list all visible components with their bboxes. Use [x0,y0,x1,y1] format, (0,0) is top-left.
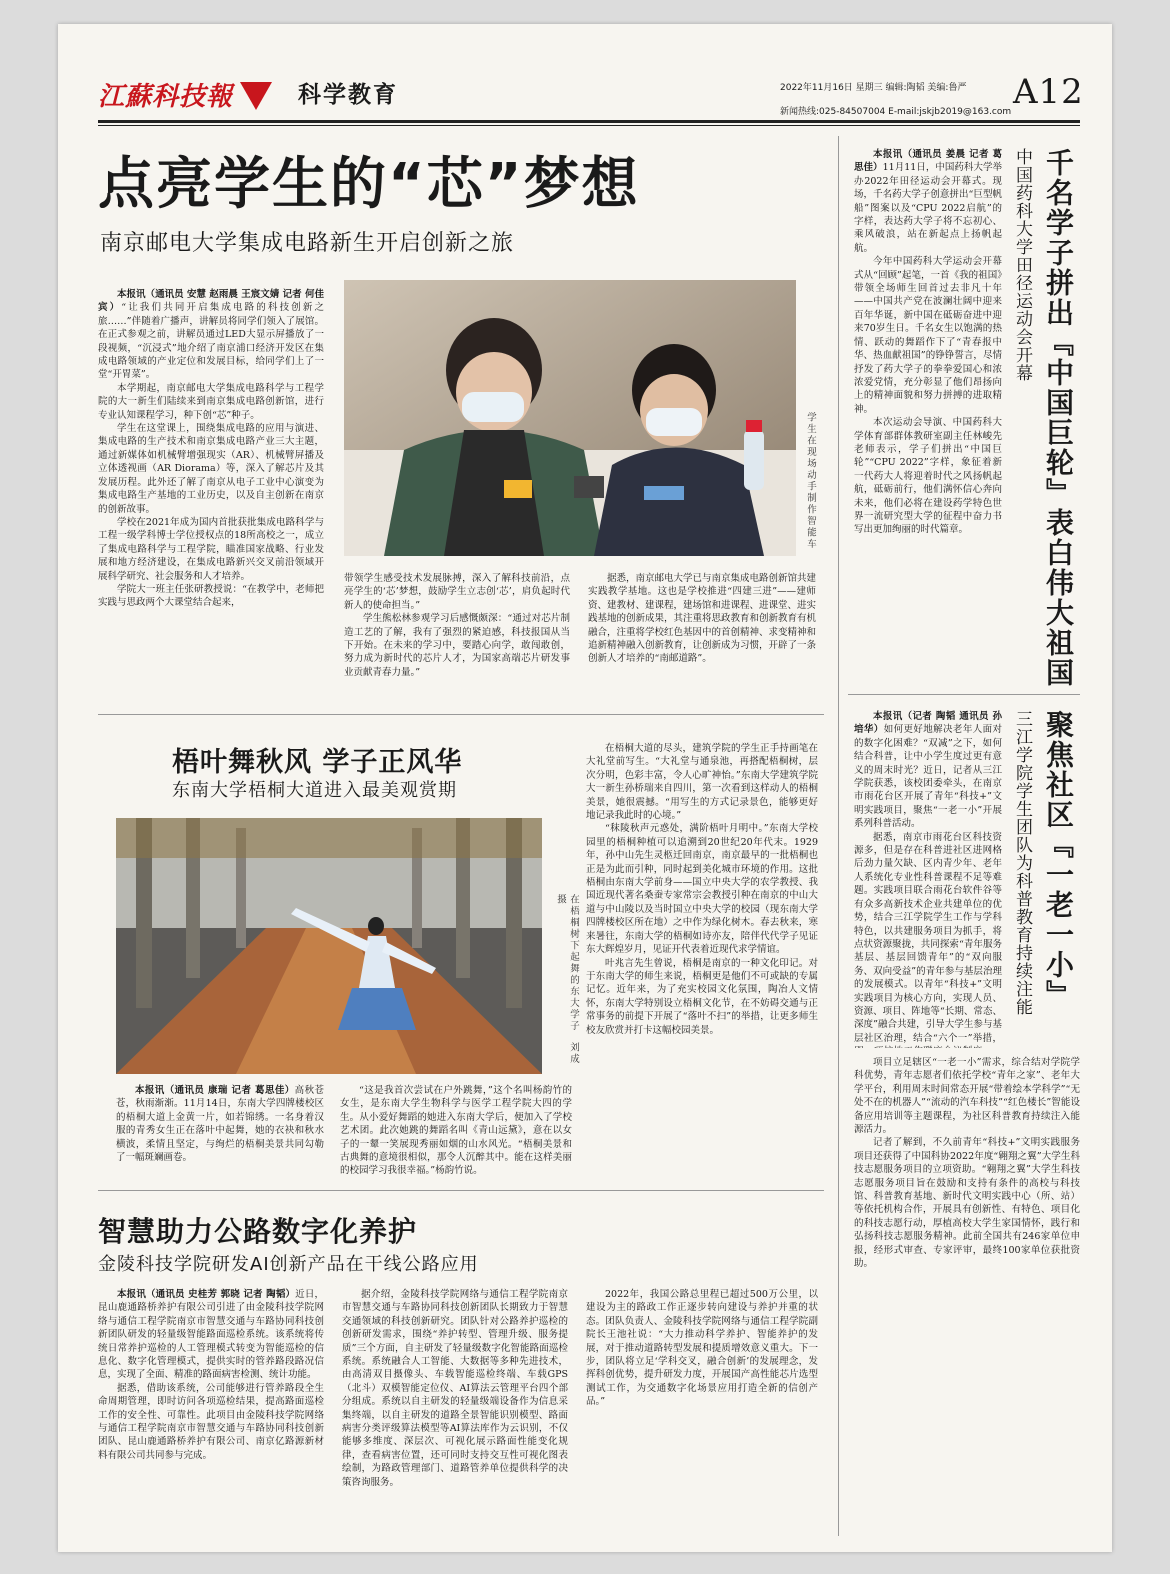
article3-col2: 据介绍，金陵科技学院网络与通信工程学院南京市智慧交通与车路协同科技创新团队长期致力于智慧交通领域的科技创新研究。团队针对公路养护巡检的创新研发需求，围绕“养护转型、管理升级、服务提质”三个方面，自主研发了轻量级数字化智能路面巡检系统。系统融合人工智能、大数据等多种先进技术，由高清双目摄像头、车载智能巡检终端、车载GPS（北斗）双模智能定位仪、AI算法云管理平台四个部分组成。系统以自主研发的轻量级端设备作为信息采集终端，以自主研发的道路全景智能识别模型、路面病害分类评级算法模型等AI算法库作为云识别，不仅能够多维度、深层次、可视化展示路面性能变化规律，查看病害位置，还可同时支持交互性可视化图表绘制，为路政管理部门、道路管养单位提供科学的决策咨询服务。 [342,1289,568,1488]
article2-col1: 本报讯（通讯员 康瑞 记者 葛思佳）高秋苍苍，秋雨渐渐。11月14日，东南大学四牌楼校区的梧桐大道上金黄一片，如若锦绣。一名身着汉服的青秀女生正在落叶中起舞，她的衣袂和秋水横波，柔情且坚定，与绚烂的梧桐美景共同勾勒了一幅斑斓画卷。 [116,1085,324,1164]
sidebar1-byline: 本报讯（通讯员 姜晨 记者 葛思佳） [854,149,1002,174]
article1-photo [344,280,796,556]
divider [848,694,1080,695]
divider [98,1190,824,1191]
article3-col1: 本报讯（通讯员 史桂芳 郭晓 记者 陶韬）近日，昆山鹿通路桥养护有限公司引进了由金陵科技学院网络与通信工程学院南京市智慧交通与车路协同科技创新团队研发的轻量级智能路面巡检系统。该系统将传统日常养护巡检的人工管理模式转变为智能巡检的信息化、数字化管理模式，提供实时的管养路段路况信息，实现了全面、精准的路面病害检测、统计功能。 据悉，借助该系统，公司能够进行管养路段全生命周期管理，即时访问各项巡检结果，提高路面巡检工作的安全性、可靠性。此项目由金陵科技学院网络与通信工程学院南京市智慧交通与车路协同科技创新团队、昆山鹿通路桥养护有限公司、南京亿路源新材料有限公司共同参与完成。 [98,1289,324,1461]
article2-subheadline: 东南大学梧桐大道进入最美观赏期 [172,780,457,801]
divider [98,714,824,715]
article1-col2: 带领学生感受技术发展脉搏，深入了解科技前沿，点亮学生的‘芯’梦想，鼓励学生立志创‘芯’，肩负起时代新人的使命担当。” 学生熊松林参观学习后感慨颇深：“通过对芯片制造工艺的了解，我有了强烈的紧迫感，科技报国从当下开始。在未来的学习中，要踏心向学，敢闯敢创，努力成为新时代的芯片人才，为国家高端芯片研发事业贡献青春力量。” [344,573,570,678]
article3-subheadline: 金陵科技学院研发AI创新产品在干线公路应用 [98,1254,479,1275]
logo-triangle-icon [240,82,272,110]
newspaper-page [58,24,1112,1552]
article2-photo [116,818,542,1074]
article1-col1: 本报讯（通讯员 安慧 赵雨晨 王宸文婧 记者 何佳宾）“让我们共同开启集成电路的科技创新之旅……”伴随着广播声，讲解员将同学们领入了展馆。在正式参观之前，讲解员通过LED大显示屏播放了一段视频，“沉浸式”地介绍了南京浦口经济开发区在集成电路领域的产业定位和发展目标，给同学们上了一堂“开胃菜”。 本学期起，南京邮电大学集成电路科学与工程学院的大一新生们陆续来到南京集成电路创新馆，进行专业认知课程学习，种下创“芯”种子。 学生在这堂课上，围绕集成电路的应用与演进、集成电路的生产技术和南京集成电路产业三大主题，通过新媒体如机械臂增强现实（AR）、机械臂屏播及立体透视画（AR Diorama）等，深入了解芯片及其发展历程。此外还了解了南京从电子工业中心演变为集成电路生产基地的工业历史，以及自主创新在南京的创新故事。 学校在2021年成为国内首批获批集成电路科学与工程一级学科博士学位授权点的18所高校之一，成立了集成电路科学与工程学院，瞄准国家战略、行业发展和地方经济建设，在集成电路新兴交叉前沿领域开展科学研究、社会服务和人才培养。 学院大一班主任张研教授说：“在教学中，老师把实践与思政两个大课堂结合起来， [98,289,324,609]
masthead-rule [98,120,1080,123]
masthead-rule-thin [98,125,1080,126]
sidebar2-body-upper: 本报讯（记者 陶韬 通讯员 孙培华）如何更好地解决老年人面对的数字化困难？“双减”之下，如何结合科普，让中小学生度过更有意义的周末时光？近日，记者从三江学院获悉，该校团委牵头，在南京市雨花台区开展了青年“科技+”文明实践项目，聚焦“一老一小”开展系列科普活动。 据悉，南京市雨花台区科技资源多，但是存在科普进社区进网格后劲力量欠缺、区内青少年、老年人系统化专业性科普课程不足等难题。实践项目联合雨花台软件谷等有众多高新技术企业共建单位的优势，结合三江学院学生工作与学科特色，以共建服务项目为抓手，将点状资源聚拢，共同探索“青年服务基层、基层回馈青年”的“双向服务、双向受益”的青年参与基层治理的发展模式。以青年“科技+”文明实践项目为核心方向，实现人员、资源、项目、阵地等“长期、常态、深度”融合共建，引导大学生参与基层社区治理，结合“六个一”举措， [854,711,1002,1044]
article1-col3: 据悉，南京邮电大学已与南京集成电路创新馆共建实践教学基地。这也是学校推进“四建三进”——建师资、建教材、建课程，建场馆和进课程、进课堂、进实践基地的创新成果，其注重将思政教育和创新教育有机融合，注重将学校红色基因中的首创精神、求变精神和追新精神融入创新教育，让创新成为习惯，开辟了一条创新人才培养的“南邮道路”。 [588,573,816,665]
sidebar2-title: 聚焦社区『一老一小』 [1042,710,1075,1010]
sidebar1-subtitle: 中国药科大学田径运动会开幕 [1012,148,1032,382]
page-number: A12 [1013,72,1084,112]
article2-photo-caption: 在梧桐树下起舞的东大学子 刘成 摄 [555,894,579,1066]
sidebar2-body-lower: 项目立足辖区“一老一小”需求，综合结对学院学科优势，青年志愿者们依托学校“青年之家”、老年大学平台，利用周末时间常态开展“带着绘本学科学”“无处不在的机器人”“流动的汽车科技”“红色楼长”智能设备应用培训等主题课程，为社区科普教育持续注入能源活力。 记者了解到，不久前青年“科技+”文明实践服务项目还获得了中国科协2022年度“翱翔之翼”大学生科技志愿服务项目的立项资助。“翱翔之翼”大学生科技志愿服务项目旨在鼓励和支持有条件的高校与科技馆、科普教育基地、新时代文明实践中心（所、站）等依托机构合作，开展具有创新性、有特色、项目化的科技志愿行动，厚植高校大学生家国情怀，践行和弘扬科技志愿服务精神。此前全国共有246家单位申报，经形式审查、专家评审，最终100家单位获批资助。 [854,1057,1080,1270]
article1-photo-caption: 学生在现场动手制作智能车 [805,412,816,550]
article2-byline: 本报讯（通讯员 康瑞 记者 葛思佳） [135,1085,295,1096]
sidebar2-byline: 本报讯（记者 陶韬 通讯员 孙培华） [854,711,1002,736]
article3-col3: 2022年，我国公路总里程已超过500万公里，以建设为主的路政工作正逐步转向建设与养护并重的状态。团队负责人、金陵科技学院网络与通信工程学院副院长王池社说：“大力推动科学养护、智能养护的发展，对于推动道路转型发展和提质增效意义重大。下一步，团队将立足‘学科交叉，融合创新’的发展理念，发挥科创优势，提升研发力度，开展国产高性能芯片选型测试工作，为交通数字化场景应用打造全新的信创产品。” [586,1289,818,1408]
article2-headline: 梧叶舞秋风 学子正风华 [172,747,463,778]
article2-col3: 在梧桐大道的尽头，建筑学院的学生正手持画笔在大礼堂前写生。“大礼堂与通泉池，再搭配梧桐树，层次分明，色彩丰富，令人心旷神怡。”东南大学建筑学院大一新生孙桥瑞来自四川，第一次看到这样动人的梧桐美景，她很震撼。“用写生的方式记录景色，能够更好地记录我此时的心境。” “秣陵秋声元惑处，满阶梧叶月明中。”东南大学校园里的梧桐种植可以追溯到20世纪20年代末。1929年，孙中山先生灵柩迁回南京，南京最早的一批梧桐也正是为此而引种，同时起到美化城市环境的作用。这批梧桐由东南大学前身——国立中央大学的农学教授、我国近现代著名桑蚕专家常宗会教授引种在南京的中山大道与中山陵以及当时国立中央大学的校园（现东南大学四牌楼校区所在地）之中作为绿化树木。春去秋来，寒来暑往，东南大学的梧桐如诗亦友，陪伴代代学子见证东大辉煌岁月，见证开代表着近现代求学情谊。 叶兆言先生曾说，梧桐是南京的一种文化印记。对于东南大学的师生来说，梧桐更是他们不可或缺的专属记忆。近年来，为了充实校园文化氛围，陶冶人文情怀，东南大学特别设立梧桐文化节，在不妨碍交通与正常事务的前提下开展了“落叶不扫”的举措，让更多师生校友欣赏并打卡这幅校园美景。 [586,743,818,1036]
sidebar2-subtitle: 三江学院学生团队为科普教育持续注能 [1012,710,1032,1016]
sidebar1-body: 本报讯（通讯员 姜晨 记者 葛思佳）11月11日，中国药科大学举办2022年田径运动会开幕式。现场，千名药大学子创意拼出“巨型帆船”图案以及“CPU 2022启航”的字样，表达药大学子将不忘初心、乘风破浪，站在新起点上扬帆起航。 今年中国药科大学运动会开幕式从“回顾”起笔，一首《我的祖国》带领全场师生回首过去非凡十年——中国共产党在波澜壮阔中迎来百年华诞，新中国在砥砺奋进中迎来70岁生日。千名女生以饱满的热情、跃动的舞蹈作下了“青春报中华、热血献祖国”的铮铮誓言，尽情抒发了药大学子的拳拳爱国心和浓浓爱党情，充分彰显了他们昂扬向上的精神面貌和努力拼搏的进取精神。 本次运动会导演、中国药科大学体育部群体教研室副主任林峻先老师表示，学子们拼出“中国巨轮”“CPU 2022”字样，象征着新一代药大人将迎着时代之风扬帆起航，砥砺前行，他们满怀信心奔向未来，他们必将在建设药学特色世界一流研究型大学的征程中奋力书写出更加绚丽的时代篇章。 [854,149,1002,536]
article3-headline: 智慧助力公路数字化养护 [98,1215,418,1248]
article3-byline: 本报讯（通讯员 史桂芳 郭晓 记者 陶韬） [117,1289,296,1300]
sidebar1-title: 千名学子拼出『中国巨轮』表白伟大祖国 [1042,148,1075,688]
hotline: 新闻热线:025-84507004 E-mail:jskjb2019@163.com [780,107,1012,117]
column-divider [838,136,839,1536]
article2-col2: “这是我首次尝试在户外跳舞，”这个名叫杨韵竹的女生，是东南大学生物科学与医学工程学院大四的学生。从小爱好舞蹈的她进入东南大学后，便加入了学校艺术团。此次她跳的舞蹈名叫《青山远黛》，意在以女子的一颦一笑展现秀丽如烟的山水风光。“梧桐美景和古典舞的意境很相似，那令人沉醉其中。能在这样美丽的校园学习我很幸福。”杨韵竹说。 [340,1085,572,1177]
article1-headline: 点亮学生的“芯”梦想 [98,152,640,217]
section-title: 科学教育 [298,82,398,108]
newspaper-logo: 江蘇科技報 [98,82,234,112]
article2-photo-credit: 刘成 摄 [555,894,579,1066]
article1-subheadline: 南京邮电大学集成电路新生开启创新之旅 [100,231,515,256]
date-line: 2022年11月16日 星期三 编辑:陶韬 美编:鲁严 [780,83,967,93]
article1-byline: 本报讯（通讯员 安慧 赵雨晨 王宸文婧 记者 何佳宾） [98,289,324,314]
